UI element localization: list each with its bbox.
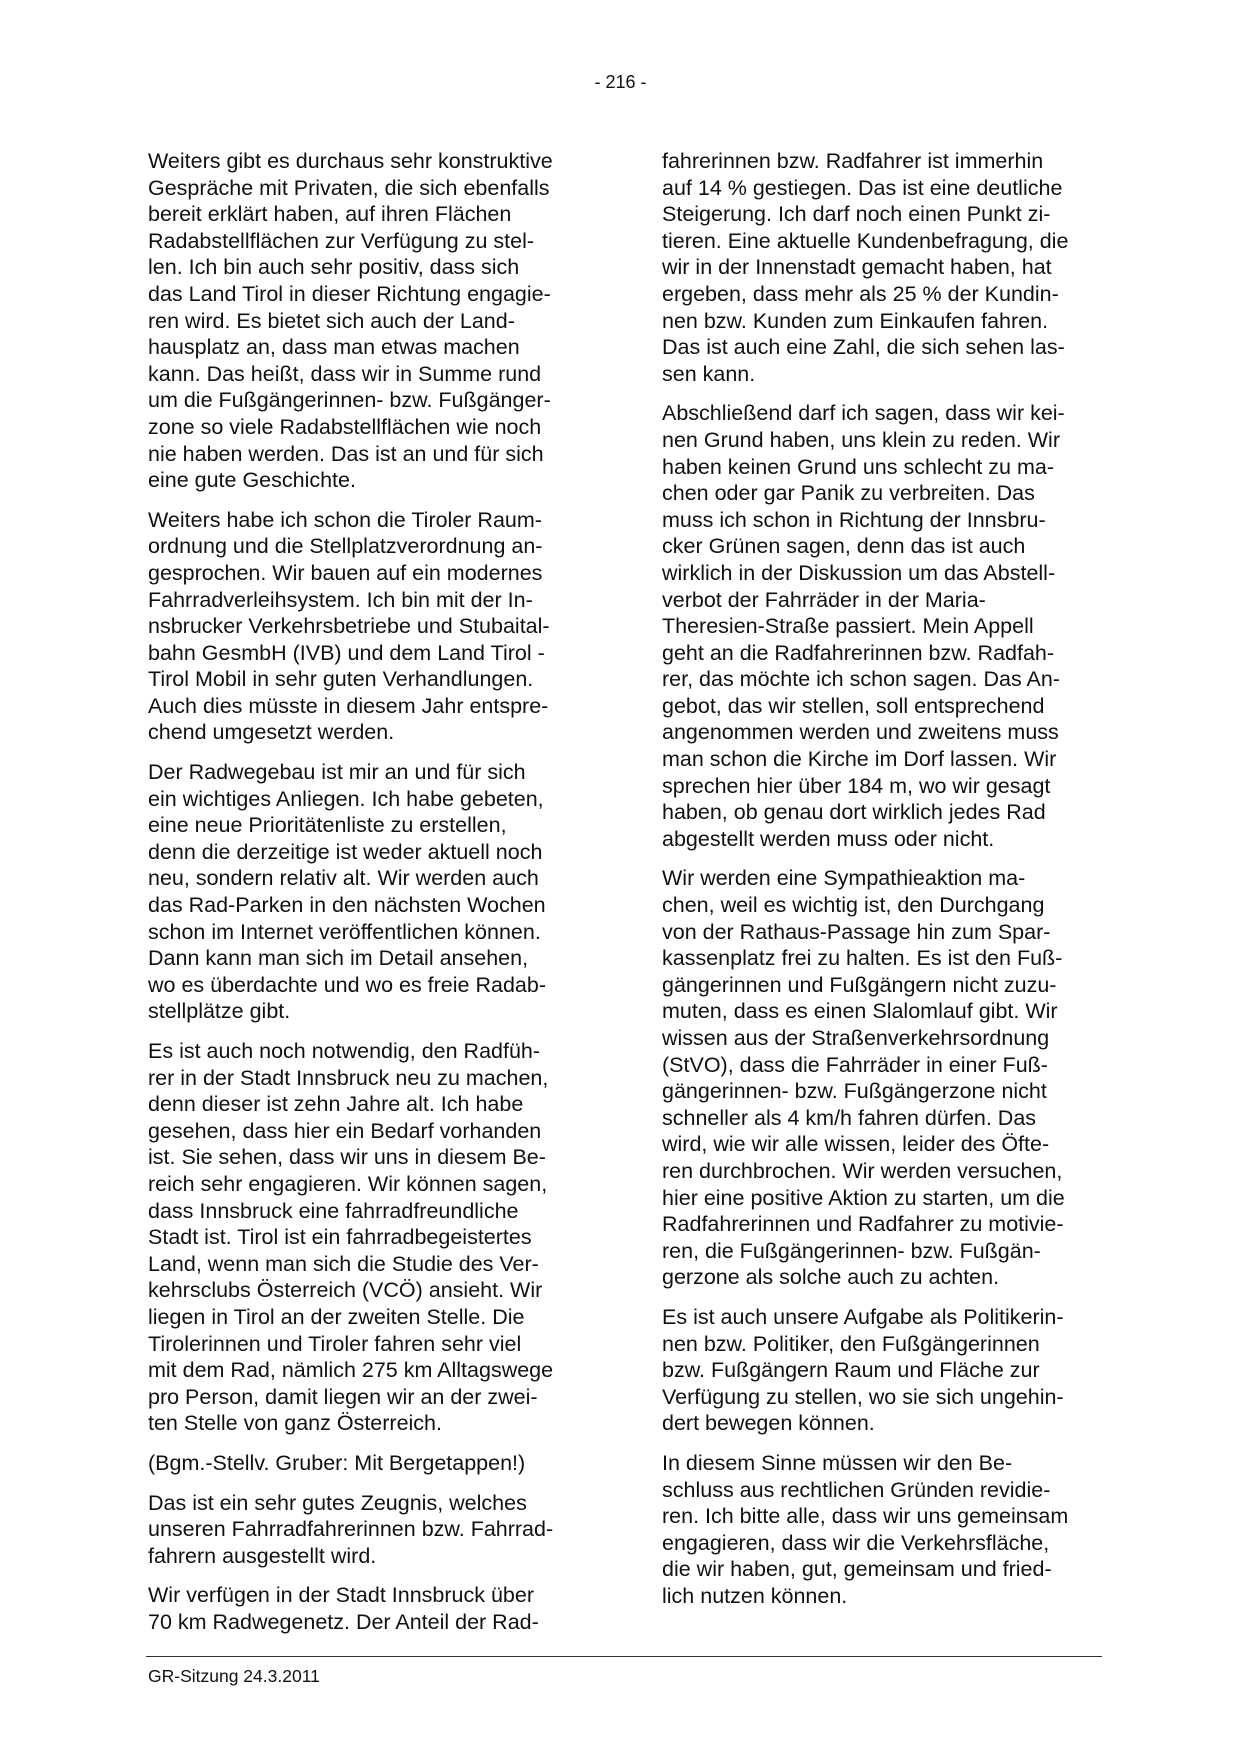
text-line: Stadt ist. Tirol ist ein fahrradbegeistertes	[148, 1225, 532, 1250]
text-line: Dann kann man sich im Detail ansehen,	[148, 946, 529, 971]
paragraph	[662, 400, 1102, 852]
text-line: fahrern ausgestellt wird.	[148, 1543, 377, 1568]
text-line: Steigerung. Ich darf noch einen Punkt zi-	[662, 202, 1051, 227]
text-line: Weiters gibt es durchaus sehr konstruktive	[148, 149, 553, 173]
text-line: denn dieser ist zehn Jahre alt. Ich habe	[148, 1092, 524, 1117]
text-line: Das ist ein sehr gutes Zeugnis, welches	[148, 1490, 527, 1515]
text-line: dass Innsbruck eine fahrradfreundliche	[148, 1198, 519, 1223]
paragraph	[148, 1038, 588, 1437]
text-line: tieren. Eine aktuelle Kundenbefragung, die	[662, 228, 1069, 253]
text-line: Weiters habe ich schon die Tiroler Raum-	[148, 507, 542, 532]
text-line: ist. Sie sehen, dass wir uns in diesem Be-	[148, 1145, 546, 1170]
text-line: bereit erklärt haben, auf ihren Flächen	[148, 202, 512, 227]
text-line: Es ist auch unsere Aufgabe als Politikerin-	[662, 1304, 1064, 1329]
text-line: Wir werden eine Sympathieaktion ma-	[662, 866, 1026, 891]
text-line: cker Grünen sagen, denn das ist auch	[662, 534, 1026, 559]
text-line: wir in der Innenstadt gemacht haben, hat	[662, 255, 1052, 280]
text-line: gesprochen. Wir bauen auf ein modernes	[148, 560, 543, 585]
footer-divider	[146, 1656, 1102, 1657]
text-line: (Bgm.-Stellv. Gruber: Mit Bergetappen!)	[148, 1450, 526, 1475]
text-line: chen, weil es wichtig ist, den Durchgang	[662, 893, 1045, 918]
text-line: gerzone als solche auch zu achten.	[662, 1265, 1000, 1290]
text-line: denn die derzeitige ist weder aktuell noch	[148, 839, 543, 864]
text-line: eine gute Geschichte.	[148, 468, 356, 493]
text-line: um die Fußgängerinnen- bzw. Fußgänger-	[148, 388, 551, 413]
text-line: Radfahrerinnen und Radfahrer zu motivie-	[662, 1212, 1064, 1237]
paragraph	[148, 148, 588, 494]
text-line: Radabstellflächen zur Verfügung zu stel-	[148, 228, 535, 253]
text-line: schluss aus rechtlichen Gründen revidie-	[662, 1477, 1051, 1502]
text-line: gebot, das wir stellen, soll entsprechend	[662, 693, 1045, 718]
text-line: Das ist auch eine Zahl, die sich sehen las-	[662, 335, 1065, 360]
text-line: kann. Das heißt, dass wir in Summe rund	[148, 361, 542, 386]
text-line: gängerinnen- bzw. Fußgängerzone nicht	[662, 1079, 1047, 1104]
right-column	[662, 148, 1102, 1622]
text-line: kassenplatz frei zu halten. Es ist den Fuß-	[662, 946, 1063, 971]
text-line: chend umgesetzt werden.	[148, 720, 395, 745]
text-line: eine neue Prioritätenliste zu erstellen,	[148, 813, 507, 838]
text-line: kehrsclubs Österreich (VCÖ) ansieht. Wir	[148, 1278, 543, 1303]
text-line: schon im Internet veröffentlichen können.	[148, 919, 541, 944]
text-line: Der Radwegebau ist mir an und für sich	[148, 760, 526, 785]
text-line: Tirol Mobil in sehr guten Verhandlungen.	[148, 667, 534, 692]
text-line: sen kann.	[662, 361, 756, 386]
text-line: wirklich in der Diskussion um das Abstell-	[662, 560, 1056, 585]
text-line: angenommen werden und zweitens muss	[662, 720, 1059, 745]
paragraph	[662, 1450, 1102, 1610]
text-line: nen Grund haben, uns klein zu reden. Wir	[662, 427, 1060, 452]
text-line: schneller als 4 km/h fahren dürfen. Das	[662, 1105, 1037, 1130]
text-line: Es ist auch noch notwendig, den Radfüh-	[148, 1039, 541, 1063]
text-line: das Land Tirol in dieser Richtung engagie-	[148, 281, 551, 306]
paragraph	[662, 1304, 1102, 1437]
text-line: auf 14 % gestiegen. Das ist eine deutliche	[662, 175, 1063, 200]
text-line: gängerinnen und Fußgängern nicht zuzu-	[662, 972, 1057, 997]
text-line: 70 km Radwegenetz. Der Anteil der Rad-	[148, 1609, 539, 1634]
text-line: nsbrucker Verkehrsbetriebe und Stubaital-	[148, 614, 550, 639]
text-line: Gespräche mit Privaten, die sich ebenfalls	[148, 175, 550, 200]
text-line: bzw. Fußgängern Raum und Fläche zur	[662, 1358, 1040, 1383]
text-line: dert bewegen können.	[662, 1411, 875, 1436]
text-line: Fahrradverleihsystem. Ich bin mit der In-	[148, 587, 533, 612]
text-line: Land, wenn man sich die Studie des Ver-	[148, 1251, 539, 1276]
text-line: ren wird. Es bietet sich auch der Land-	[148, 308, 515, 333]
text-line: engagieren, dass wir die Verkehrsfläche,	[662, 1530, 1050, 1555]
text-line: wissen aus der Straßenverkehrsordnung	[662, 1026, 1050, 1050]
text-line: ten Stelle von ganz Österreich.	[148, 1411, 442, 1436]
text-line: nen bzw. Kunden zum Einkaufen fahren.	[662, 308, 1049, 333]
text-line: Tirolerinnen und Tiroler fahren sehr viel	[148, 1331, 522, 1356]
text-line: haben, ob genau dort wirklich jedes Rad	[662, 800, 1046, 825]
text-line: liegen in Tirol an der zweiten Stelle. Die	[148, 1304, 525, 1329]
text-line: ordnung und die Stellplatzverordnung an-	[148, 534, 543, 559]
text-line: (StVO), dass die Fahrräder in einer Fuß-	[662, 1052, 1048, 1077]
footer-session-label: GR-Sitzung 24.3.2011	[148, 1666, 320, 1686]
paragraph	[662, 148, 1102, 387]
text-line: Abschließend darf ich sagen, dass wir kei-	[662, 401, 1065, 426]
text-line: lich nutzen können.	[662, 1583, 848, 1608]
text-line: ren durchbrochen. Wir werden versuchen,	[662, 1158, 1063, 1183]
text-line: rer, das möchte ich schon sagen. Das An-	[662, 667, 1060, 692]
text-line: das Rad-Parken in den nächsten Wochen	[148, 893, 546, 918]
text-line: len. Ich bin auch sehr positiv, dass sich	[148, 255, 520, 280]
text-line: wo es überdachte und wo es freie Radab-	[148, 972, 546, 997]
text-line: In diesem Sinne müssen wir den Be-	[662, 1450, 1013, 1475]
text-line: Auch dies müsste in diesem Jahr entspre-	[148, 693, 549, 718]
text-line: von der Rathaus-Passage hin zum Spar-	[662, 919, 1051, 944]
text-line: haben keinen Grund uns schlecht zu ma-	[662, 454, 1055, 479]
left-column	[148, 148, 588, 1648]
text-line: die wir haben, gut, gemeinsam und fried-	[662, 1557, 1052, 1582]
text-line: wird, wie wir alle wissen, leider des Öfte-	[662, 1132, 1050, 1157]
text-line: hausplatz an, dass man etwas machen	[148, 335, 520, 360]
text-line: man schon die Kirche im Dorf lassen. Wir	[662, 747, 1057, 772]
text-line: zone so viele Radabstellflächen wie noch	[148, 414, 542, 439]
paragraph	[148, 1450, 588, 1477]
text-line: gesehen, dass hier ein Bedarf vorhanden	[148, 1118, 542, 1143]
text-line: unseren Fahrradfahrerinnen bzw. Fahrrad-	[148, 1517, 554, 1542]
text-line: rer in der Stadt Innsbruck neu zu machen,	[148, 1065, 549, 1090]
text-line: ein wichtiges Anliegen. Ich habe gebeten,	[148, 786, 544, 811]
text-line: Wir verfügen in der Stadt Innsbruck über	[148, 1583, 534, 1608]
text-line: ergeben, dass mehr als 25 % der Kundin-	[662, 281, 1059, 306]
paragraph	[662, 865, 1102, 1291]
text-line: pro Person, damit liegen wir an der zwei-	[148, 1384, 538, 1409]
text-line: neu, sondern relativ alt. Wir werden auch	[148, 866, 539, 891]
page-number: - 216 -	[594, 72, 647, 92]
text-line: abgestellt werden muss oder nicht.	[662, 826, 995, 851]
text-line: muss ich schon in Richtung der Innsbru-	[662, 507, 1046, 532]
text-line: ren. Ich bitte alle, dass wir uns gemeinsam	[662, 1504, 1069, 1529]
text-line: chen oder gar Panik zu verbreiten. Das	[662, 481, 1035, 506]
paragraph	[148, 1490, 588, 1570]
text-line: verbot der Fahrräder in der Maria-	[662, 587, 986, 612]
text-line: mit dem Rad, nämlich 275 km Alltagswege	[148, 1358, 554, 1383]
text-line: ren, die Fußgängerinnen- bzw. Fußgän-	[662, 1238, 1041, 1263]
text-line: muten, dass es einen Slalomlauf gibt. Wir	[662, 999, 1058, 1024]
text-line: fahrerinnen bzw. Radfahrer ist immerhin	[662, 149, 1044, 173]
text-line: reich sehr engagieren. Wir können sagen,	[148, 1171, 548, 1196]
text-line: bahn GesmbH (IVB) und dem Land Tirol -	[148, 640, 545, 665]
text-line: nie haben werden. Das ist an und für sich	[148, 441, 544, 466]
paragraph	[148, 1582, 588, 1635]
paragraph	[148, 507, 588, 746]
text-line: hier eine positive Aktion zu starten, um die	[662, 1185, 1065, 1210]
text-line: geht an die Radfahrerinnen bzw. Radfah-	[662, 640, 1055, 665]
text-line: sprechen hier über 184 m, wo wir gesagt	[662, 773, 1051, 798]
text-line: Theresien-Straße passiert. Mein Appell	[662, 614, 1034, 639]
text-line: stellplätze gibt.	[148, 999, 291, 1024]
text-line: Verfügung zu stellen, wo sie sich ungehin-	[662, 1384, 1064, 1409]
paragraph	[148, 759, 588, 1025]
text-line: nen bzw. Politiker, den Fußgängerinnen	[662, 1331, 1040, 1356]
